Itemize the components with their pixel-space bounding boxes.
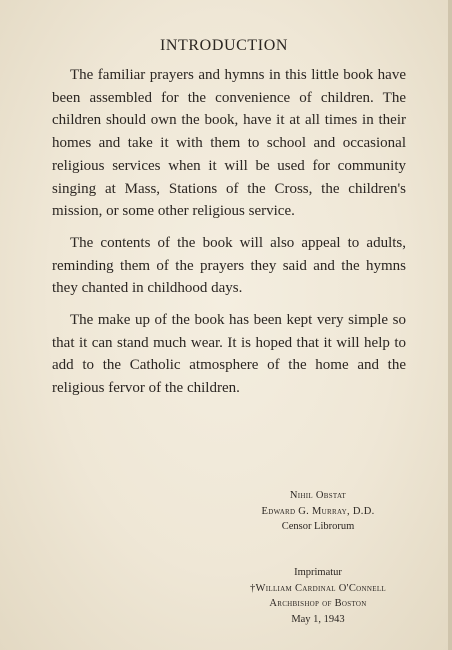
imprimatur-block — [218, 565, 418, 627]
imprimatur-date: May 1, 1943 — [291, 613, 345, 625]
nihil-obstat-label: Nihil Obstat — [289, 490, 347, 501]
imprimatur-label: Imprimatur — [294, 567, 342, 578]
paragraph-2: The contents of the book will also appeal to adults, reminding them of the prayers they said and the hymns they chanted in childhood days. — [52, 234, 406, 297]
archbishop-title: Archbishop of Boston — [269, 598, 367, 609]
archbishop-name: †William Cardinal O'Connell — [250, 582, 386, 594]
nihil-obstat-block — [218, 488, 418, 535]
paragraph-1: The familiar prayers and hymns in this little book have been assembled for the convenience of children. The children should own the book, have it at all times in their homes and take it with them to school and occasional religious services when it will be used for community singing at Mass, Stations of the Cross, the children's mission, or some other religious service. — [52, 67, 406, 220]
censor-name: Edward G. Murray, D.D. — [261, 505, 375, 517]
page-title: INTRODUCTION — [159, 37, 289, 54]
censor-title: Censor Librorum — [281, 521, 355, 532]
introduction-text — [52, 64, 406, 409]
paragraph-3: The make up of the book has been kept very simple so that it can stand much wear. It is hoped that it will help to add to the Catholic atmosphere of the home and the religious fervor of the children. — [52, 312, 406, 397]
